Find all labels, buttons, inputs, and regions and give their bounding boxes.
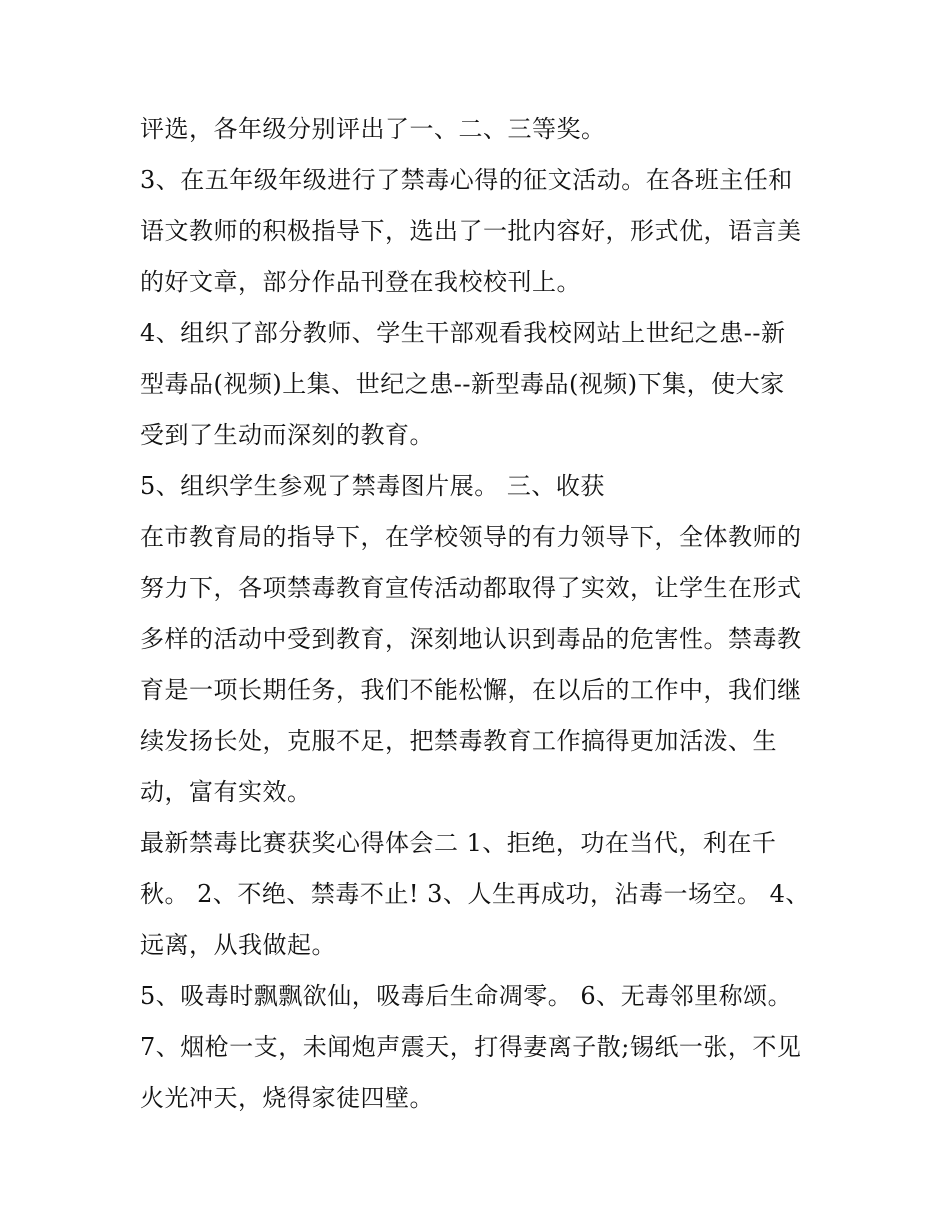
text-line-8: 5、组织学生参观了禁毒图片展。 三、收获 <box>140 472 605 500</box>
text-line-9: 在市教育局的指导下，在学校领导的有力领导下，全体教师的 <box>140 523 802 551</box>
document-body <box>140 104 820 1124</box>
text-line-18: 5、吸毒时飘飘欲仙，吸毒后生命凋零。 6、无毒邻里称颂。 <box>140 982 793 1010</box>
text-line-20: 火光冲天，烧得家徒四壁。 <box>140 1084 434 1112</box>
text-line-13: 续发扬长处，克服不足，把禁毒教育工作搞得更加活泼、生 <box>140 727 777 755</box>
text-line-2: 3、在五年级年级进行了禁毒心得的征文活动。在各班主任和 <box>140 166 793 194</box>
text-line-15: 最新禁毒比赛获奖心得体会二 1、拒绝，功在当代，利在千 <box>140 829 777 857</box>
text-line-7: 受到了生动而深刻的教育。 <box>140 421 434 449</box>
text-line-1: 评选，各年级分别评出了一、二、三等奖。 <box>140 115 606 143</box>
text-line-14: 动，富有实效。 <box>140 778 312 806</box>
text-line-17: 远离，从我做起。 <box>140 931 336 959</box>
text-line-16: 秋。 2、不绝、禁毒不止! 3、人生再成功，沾毒一场空。 4、 <box>140 880 810 908</box>
text-line-11: 多样的活动中受到教育，深刻地认识到毒品的危害性。禁毒教 <box>140 625 802 653</box>
text-line-4: 的好文章，部分作品刊登在我校校刊上。 <box>140 268 581 296</box>
text-line-19: 7、烟枪一支，未闻炮声震天，打得妻离子散;锡纸一张，不见 <box>140 1033 802 1061</box>
text-line-10: 努力下，各项禁毒教育宣传活动都取得了实效，让学生在形式 <box>140 574 802 602</box>
text-line-6: 型毒品(视频)上集、世纪之患--新型毒品(视频)下集，使大家 <box>140 370 785 398</box>
text-line-5: 4、组织了部分教师、学生干部观看我校网站上世纪之患--新 <box>140 319 786 347</box>
text-line-3: 语文教师的积极指导下，选出了一批内容好，形式优，语言美 <box>140 217 802 245</box>
text-line-12: 育是一项长期任务，我们不能松懈，在以后的工作中，我们继 <box>140 676 802 704</box>
